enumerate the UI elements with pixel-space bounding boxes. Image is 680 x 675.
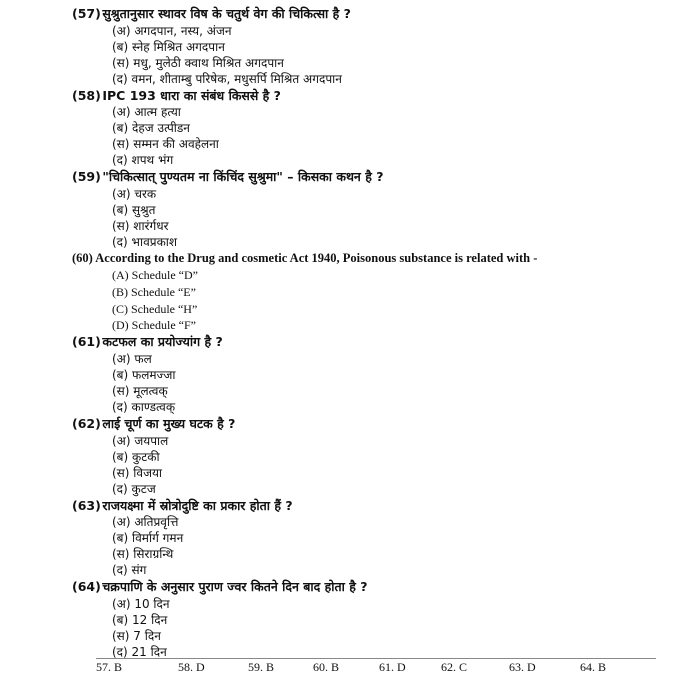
option: (स) मधु, मुलेठी क्वाथ मिश्रित अगदपान — [112, 56, 284, 70]
answer-61: 61. D — [379, 660, 406, 674]
question-text: IPC 193 धारा का संबंध किससे है ? — [102, 88, 281, 103]
option: (अ) अगदपान, नस्य, अंजन — [112, 24, 232, 38]
question-text: कटफल का प्रयोज्यांग है ? — [102, 334, 223, 349]
question-60: (60) According to the Drug and cosmetic Act 1940, Poisonous substance is related with - — [72, 251, 538, 265]
option: (स) विजया — [112, 466, 163, 480]
option: (ब) 12 दिन — [112, 613, 168, 627]
option: (द) कुटज — [112, 482, 156, 496]
option: (द) शपथ भंग — [112, 153, 174, 167]
option: (A) Schedule “D” — [112, 268, 198, 282]
option: (स) सम्मन की अवहेलना — [112, 137, 219, 151]
question-text: According to the Drug and cosmetic Act 1940, Poisonous substance is related with - — [95, 251, 538, 265]
option: (B) Schedule “E” — [112, 285, 196, 299]
question-61: (61) कटफल का प्रयोज्यांग है ? — [72, 334, 223, 349]
option: (स) 7 दिन — [112, 629, 161, 643]
option: (ब) फलमज्जा — [112, 368, 176, 382]
option: (ब) सुश्रुत — [112, 203, 156, 217]
answer-62: 62. C — [441, 660, 468, 674]
option: (अ) 10 दिन — [112, 597, 170, 611]
option: (द) काण्डत्वक् — [112, 400, 176, 414]
option: (द) वमन, शीताम्बु परिषेक, मधुसर्पि मिश्रित अगदपान — [112, 72, 342, 86]
option: (स) मूलत्वक् — [112, 384, 168, 398]
option: (ब) देहज उत्पीडन — [112, 121, 190, 135]
question-58: (58) IPC 193 धारा का संबंध किससे है ? — [72, 88, 281, 103]
option: (स) शारंर्गधर — [112, 219, 169, 233]
answer-59: 59. B — [248, 660, 275, 674]
answer-58: 58. D — [178, 660, 205, 674]
answer-60: 60. B — [313, 660, 340, 674]
question-63: (63) राजयक्ष्मा में स्रोत्रोदुष्टि का प्रकार होता हैं ? — [72, 498, 293, 513]
option: (द) 21 दिन — [112, 645, 167, 659]
option: (स) सिराग्रन्थि — [112, 547, 174, 561]
option: (द) भावप्रकाश — [112, 235, 178, 249]
option: (अ) आत्म हत्या — [112, 105, 181, 119]
question-59: (59) "चिकित्सात् पुण्यतम ना किंचिंद सुश्रुमा" – किसका कथन है ? — [72, 169, 384, 184]
question-64: (64) चक्रपाणि के अनुसार पुराण ज्वर कितने दिन बाद होता है ? — [72, 579, 368, 594]
question-text: सुश्रुतानुसार स्थावर विष के चतुर्थ वेग की चिकित्सा है ? — [102, 6, 351, 21]
answer-key — [96, 658, 656, 674]
question-text: लाई चूर्ण का मुख्य घटक है ? — [102, 416, 236, 431]
question-text: "चिकित्सात् पुण्यतम ना किंचिंद सुश्रुमा" – किसका कथन है ? — [102, 169, 384, 184]
option: (अ) जयपाल — [112, 434, 169, 448]
question-57: (57) सुश्रुतानुसार स्थावर विष के चतुर्थ वेग की चिकित्सा है ? — [72, 6, 351, 21]
question-62: (62) लाई चूर्ण का मुख्य घटक है ? — [72, 416, 236, 431]
answer-64: 64. B — [580, 660, 607, 674]
answer-63: 63. D — [509, 660, 536, 674]
answer-57: 57. B — [96, 660, 123, 674]
option: (ब) स्नेह मिश्रित अगदपान — [112, 40, 225, 54]
option: (C) Schedule “H” — [112, 302, 198, 316]
option: (D) Schedule “F” — [112, 318, 196, 332]
question-text: चक्रपाणि के अनुसार पुराण ज्वर कितने दिन बाद होता है ? — [102, 579, 368, 594]
option: (अ) फल — [112, 352, 152, 366]
option: (अ) चरक — [112, 187, 157, 201]
option: (ब) कुटकी — [112, 450, 160, 464]
option: (ब) विर्मार्ग गमन — [112, 531, 184, 545]
option: (अ) अतिप्रवृत्ति — [112, 515, 179, 529]
question-text: राजयक्ष्मा में स्रोत्रोदुष्टि का प्रकार होता हैं ? — [102, 498, 293, 513]
option: (द) संग — [112, 563, 147, 577]
